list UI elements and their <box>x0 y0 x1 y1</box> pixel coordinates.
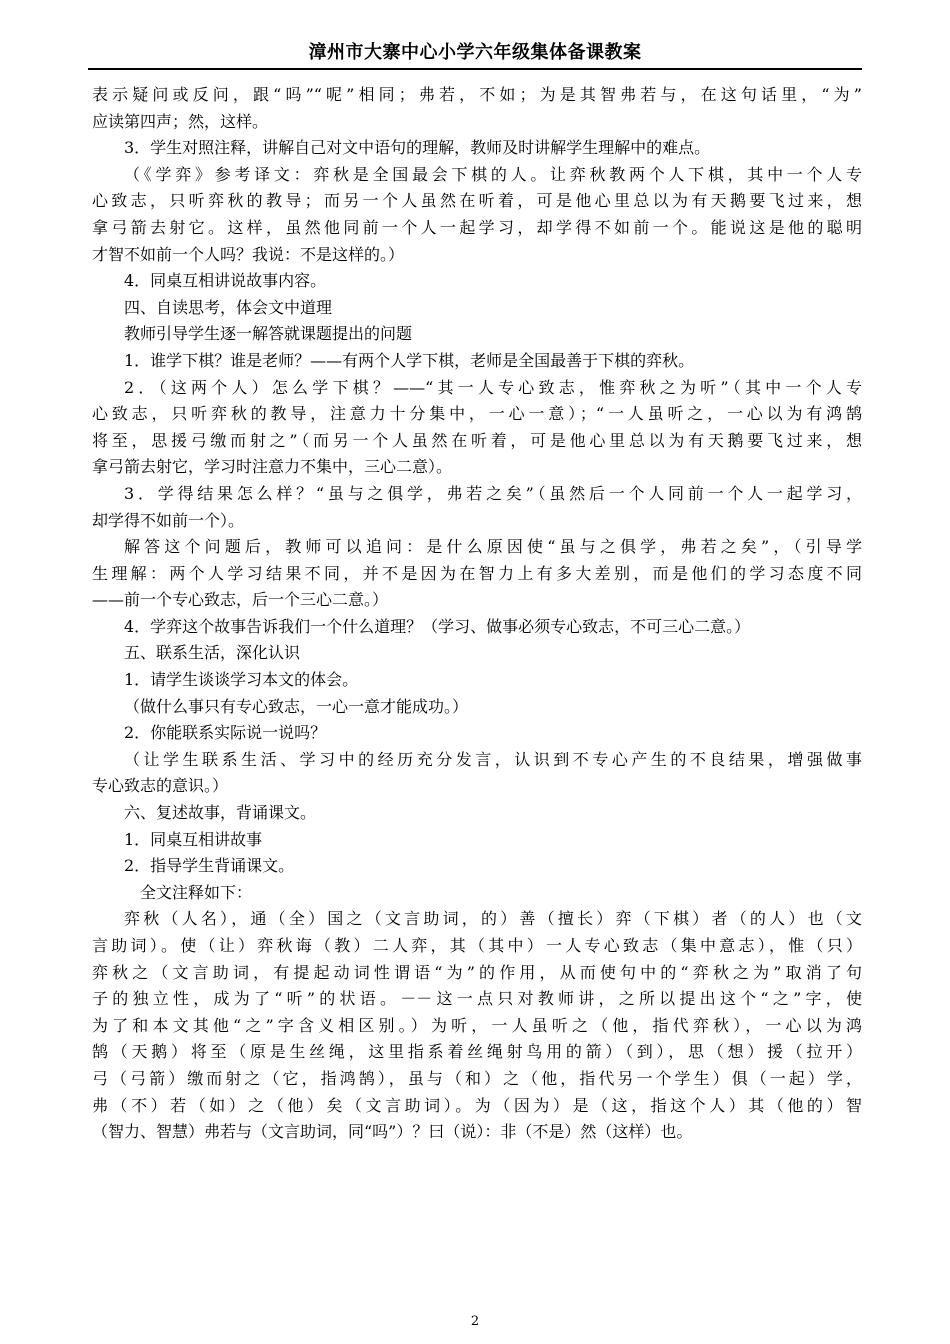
text-line: 专心致志的意识。） <box>92 776 229 796</box>
text-line: 五、联系生活，深化认识 <box>124 643 301 663</box>
text-line: 将至，思援弓缴而射之”（而另一个人虽然在听着，可是他心里总以为有天鹅要飞过来，想 <box>92 430 862 450</box>
text-line: 六、复述故事，背诵课文。 <box>124 803 317 823</box>
text-line: 1．请学生谈谈学习本文的体会。 <box>124 670 359 690</box>
text-line: 拿弓箭去射它，学习时注意力不集中，三心二意）。 <box>92 457 453 477</box>
text-line: （让学生联系生活、学习中的经历充分发言，认识到不专心产生的不良结果，增强做事 <box>124 749 862 769</box>
text-line: 全文注释如下： <box>140 882 253 902</box>
text-line: 弈秋（人名），通（全）国之（文言助词，的）善（擅长）弈（下棋）者（的人）也（文 <box>124 909 862 929</box>
text-line: 4．学弈这个故事告诉我们一个什么道理？（学习、做事必须专心致志，不可三心二意。） <box>124 616 751 636</box>
text-line: 教师引导学生逐一解答就课题提出的问题 <box>124 324 413 344</box>
text-line: 心致志，只听弈秋的教导；而另一个人虽然在听着，可是他心里总以为有天鹅要飞过来，想 <box>92 191 862 211</box>
text-line: 3．学得结果怎么样？“虽与之俱学，弗若之矣”（虽然后一个人同前一个人一起学习， <box>124 483 862 503</box>
text-line: 鹄（天鹅）将至（原是生丝绳，这里指系着丝绳射鸟用的箭）（到），思（想）援（拉开） <box>92 1042 862 1062</box>
text-line: 为了和本文其他“之”字含义相区别。）为听，一人虽听之（他，指代弈秋），一心以为鸿 <box>92 1015 862 1035</box>
text-line: 却学得不如前一个）。 <box>92 510 245 530</box>
text-line: 1．同桌互相讲故事 <box>124 829 263 849</box>
text-line: 才智不如前一个人吗？我说：不是这样的。） <box>92 244 405 264</box>
text-line: 1．谁学下棋？谁是老师？——有两个人学下棋，老师是全国最善于下棋的弈秋。 <box>124 350 695 370</box>
text-line: 拿弓箭去射它。这样，虽然他同前一个人一起学习，却学得不如前一个。能说这是他的聪明 <box>92 217 862 237</box>
text-line: 弓（弓箭）缴而射之（它，指鸿鹄），虽与（和）之（他，指代另一个学生）俱（一起）学， <box>92 1068 862 1088</box>
page-number: 2 <box>470 1314 480 1329</box>
text-line: 2．指导学生背诵课文。 <box>124 856 295 876</box>
text-line: 心致志，只听弈秋的教导，注意力十分集中，一心一意）；“一人虽听之，一心以为有鸿鹄 <box>92 404 862 424</box>
text-line: （智力、智慧）弗若与（文言助词，同“吗”）？曰（说）：非（不是）然（这样）也。 <box>92 1122 693 1142</box>
text-line: 弈秋之（文言助词，有提起动词性谓语“为”的作用，从而使句中的“弈秋之为”取消了句 <box>92 962 862 982</box>
text-line: 2．你能联系实际说一说吗？ <box>124 723 327 743</box>
lesson-plan-body <box>92 82 862 1146</box>
text-line: 子的独立性，成为了“听”的状语。－－这一点只对教师讲，之所以提出这个“之”字，使 <box>92 989 862 1009</box>
text-line: 2．（这两个人）怎么学下棋？——“其一人专心致志，惟弈秋之为听”（其中一个人专 <box>124 377 862 397</box>
text-line: 表示疑问或反问，跟“吗”“呢”相同；弗若，不如；为是其智弗若与，在这句话里，“为” <box>92 85 862 104</box>
text-line: 四、自读思考，体会文中道理 <box>124 297 333 317</box>
text-line: 4．同桌互相讲说故事内容。 <box>124 271 327 291</box>
text-line: （做什么事只有专心致志，一心一意才能成功。） <box>124 696 469 716</box>
header-divider <box>88 68 862 70</box>
text-line: （《学弈》参考译文：弈秋是全国最会下棋的人。让弈秋教两个人下棋，其中一个人专 <box>124 164 862 184</box>
text-line: 弗（不）若（如）之（他）矣（文言助词）。为（因为）是（这，指这个人）其（他的）智 <box>92 1095 862 1115</box>
text-line: 言助词）。使（让）弈秋诲（教）二人弈，其（其中）一人专心致志（集中意志），惟（只） <box>92 936 862 955</box>
text-line: ——前一个专心致志，后一个三心二意。） <box>92 590 389 610</box>
text-line: 解答这个问题后，教师可以追问：是什么原因使“虽与之俱学，弗若之矣”，（引导学 <box>124 537 862 557</box>
text-line: 生理解：两个人学习结果不同，并不是因为在智力上有多大差别，而是他们的学习态度不同 <box>92 563 862 583</box>
document-header-title: 漳州市大寨中心小学六年级集体备课教案 <box>308 42 642 63</box>
text-line: 应读第四声；然，这样。 <box>92 111 269 131</box>
text-line: 3．学生对照注释，讲解自己对文中语句的理解，教师及时讲解学生理解中的难点。 <box>124 138 711 158</box>
